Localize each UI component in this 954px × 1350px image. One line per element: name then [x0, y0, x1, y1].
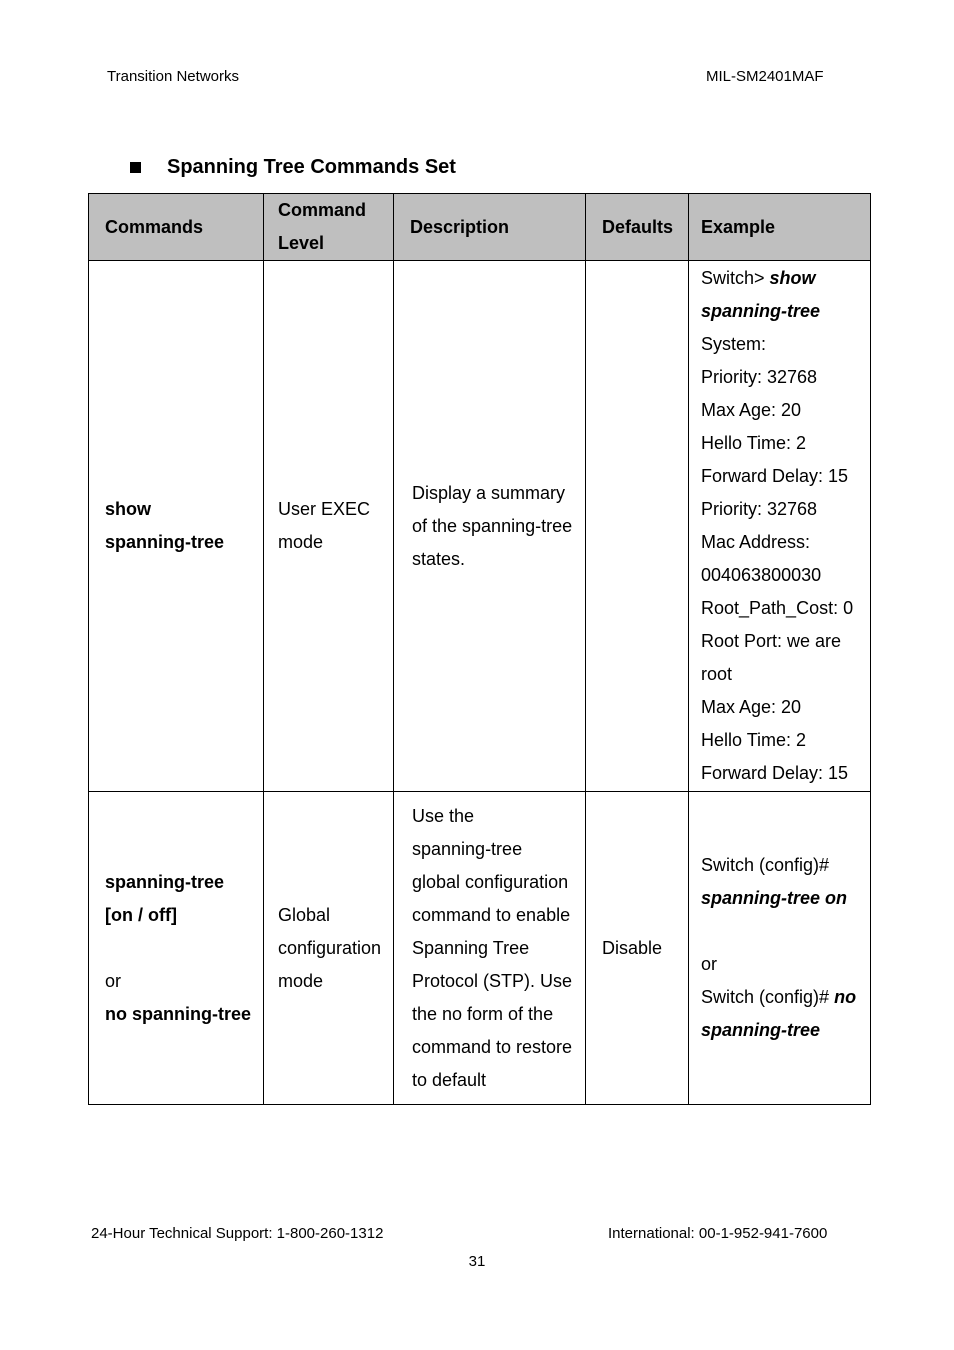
- section-heading: [130, 156, 456, 179]
- commands-table: [88, 193, 871, 1105]
- footer-international: International: 00-1-952-941-7600: [608, 1225, 828, 1242]
- table-row: [89, 261, 871, 792]
- table-row: [89, 792, 871, 1105]
- header-command-level: Command Level: [264, 194, 394, 261]
- command-cell: spanning-tree [on / off] or no spanning-tree: [89, 792, 264, 1105]
- command-level-cell: Global configuration mode: [264, 792, 394, 1105]
- defaults-cell: Disable: [586, 792, 689, 1105]
- example-cell: Switch (config)# spanning-tree on or Switch (config)# no spanning-tree: [689, 792, 871, 1105]
- command-cell: show spanning-tree: [89, 261, 264, 792]
- footer-support: 24-Hour Technical Support: 1-800-260-1312: [91, 1225, 384, 1242]
- description-cell: Use the spanning-tree global configuration command to enable Spanning Tree Protocol (STP). Use the no form of the command to restore to default: [394, 792, 586, 1105]
- header-company: Transition Networks: [107, 68, 239, 85]
- table-header-row: [89, 194, 871, 261]
- example-cell: Switch> show spanning-tree System: Priority: 32768 Max Age: 20 Hello Time: 2 Forward Delay: 15 Priority: 32768 Mac Address: 004063800030 Root_Path_Cost: 0 Root Port: we are root Max Age: 20 Hello Time: 2 Forward Delay: 15: [689, 261, 871, 792]
- page-number: 31: [468, 1253, 486, 1270]
- square-bullet-icon: [130, 162, 141, 173]
- section-title: Spanning Tree Commands Set: [167, 156, 456, 178]
- header-commands: Commands: [89, 194, 264, 261]
- header-example: Example: [689, 194, 871, 261]
- header-model: MIL-SM2401MAF: [706, 68, 824, 85]
- defaults-cell: [586, 261, 689, 792]
- header-defaults: Defaults: [586, 194, 689, 261]
- command-level-cell: User EXEC mode: [264, 261, 394, 792]
- header-description: Description: [394, 194, 586, 261]
- description-cell: Display a summary of the spanning-tree states.: [394, 261, 586, 792]
